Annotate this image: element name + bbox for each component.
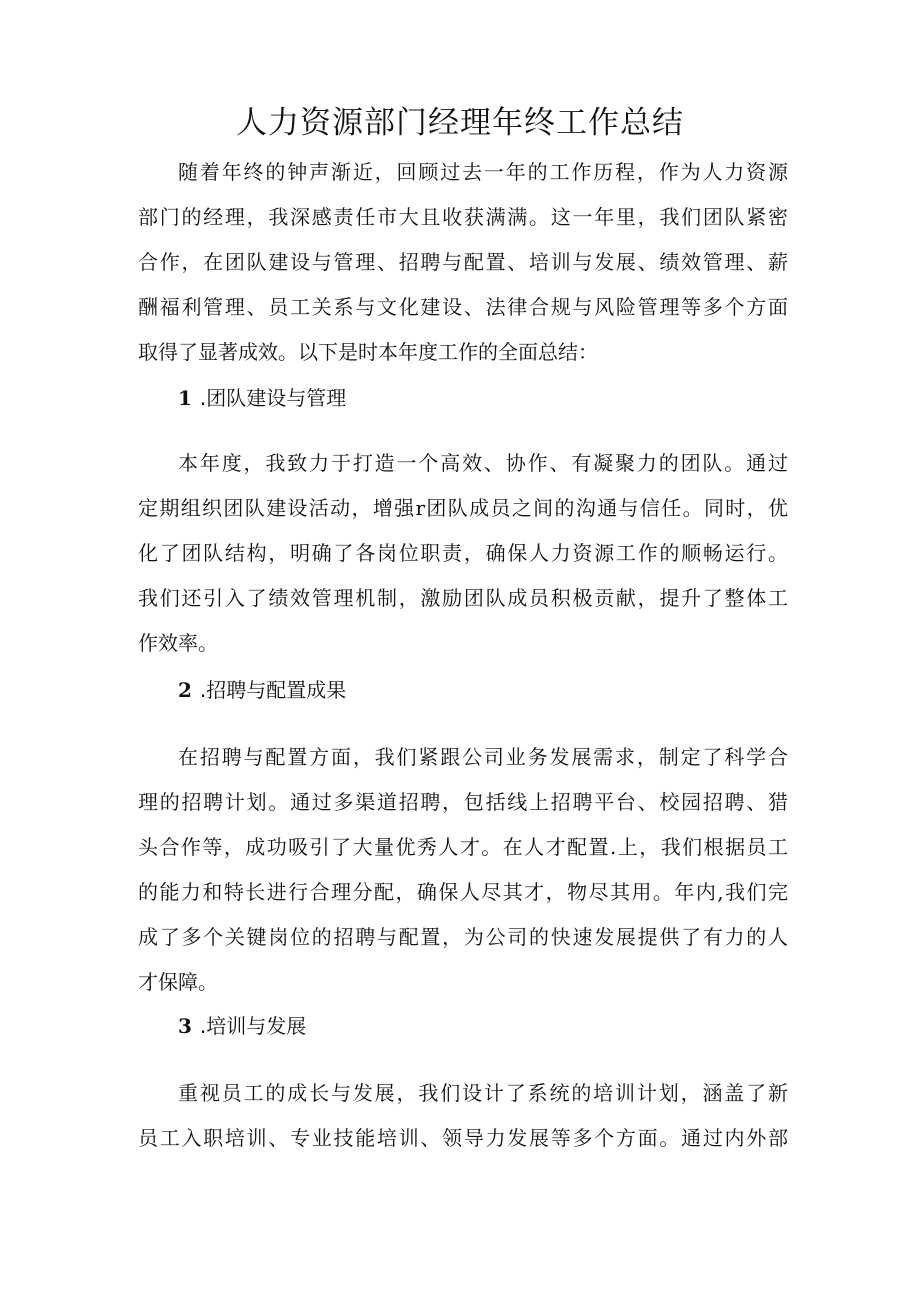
- paragraph-line: 理的招聘计划。通过多渠道招聘，包括线上招聘平台、校园招聘、猎: [138, 790, 788, 814]
- section-heading-text: .招聘与配置成果: [199, 678, 347, 702]
- paragraph-line: 员工入职培训、专业技能培训、领导力发展等多个方面。通过内外部: [138, 1126, 788, 1150]
- paragraph-line: 的能力和特长进行合理分配，确保人尽其才，物尽其用。年内,我们完: [138, 880, 788, 904]
- section-number: 1: [178, 386, 192, 410]
- document-title: 人力资源部门经理年终工作总结: [236, 105, 684, 141]
- section-heading-3: [178, 1006, 306, 1046]
- paragraph-line: 重视员工的成长与发展，我们设计了系统的培训计划，涵盖了新: [178, 1081, 788, 1105]
- paragraph-line: 化了团队结构，明确了各岗位职责，确保人力资源工作的顺畅运行。: [138, 541, 788, 565]
- intro-line: 合作，在团队建设与管理、招聘与配置、培训与发展、绩效管理、薪: [138, 250, 788, 274]
- section-number: 2: [178, 678, 192, 702]
- paragraph-line: 定期组织团队建设活动，增强r团队成员之间的沟通与信任。同时，优: [138, 496, 788, 520]
- intro-line: 酬福利管理、员工关系与文化建设、法律合规与风险管理等多个方面: [138, 295, 788, 319]
- paragraph-line: 头合作等，成功吸引了大量优秀人才。在人才配置.上，我们根据员工: [138, 835, 788, 859]
- section-heading-text: .团队建设与管理: [199, 386, 347, 410]
- intro-line: 部门的经理，我深感责任市大且收获满满。这一年里，我们团队紧密: [138, 205, 788, 229]
- section-number: 3: [178, 1014, 192, 1038]
- intro-line: 随着年终的钟声渐近，回顾过去一年的工作历程，作为人力资源: [178, 160, 788, 184]
- intro-line: 取得了显著成效。以下是时本年度工作的全面总结：: [138, 340, 598, 364]
- section-heading-1: [178, 378, 346, 418]
- section-heading-2: [178, 670, 346, 710]
- section-heading-text: .培训与发展: [199, 1014, 307, 1038]
- paragraph-line: 成了多个关键岗位的招聘与配置，为公司的快速发展提供了有力的人: [138, 925, 788, 949]
- paragraph-line: 在招聘与配置方面，我们紧跟公司业务发展需求，制定了科学合: [178, 745, 788, 769]
- paragraph-line: 我们还引入了绩效管理机制，激励团队成员积极贡献，提升了整体工: [138, 586, 788, 610]
- paragraph-line: 才保障。: [138, 970, 218, 994]
- paragraph-line: 本年度，我致力于打造一个高效、协作、有凝聚力的团队。通过: [178, 451, 788, 475]
- paragraph-line: 作效率。: [138, 631, 218, 655]
